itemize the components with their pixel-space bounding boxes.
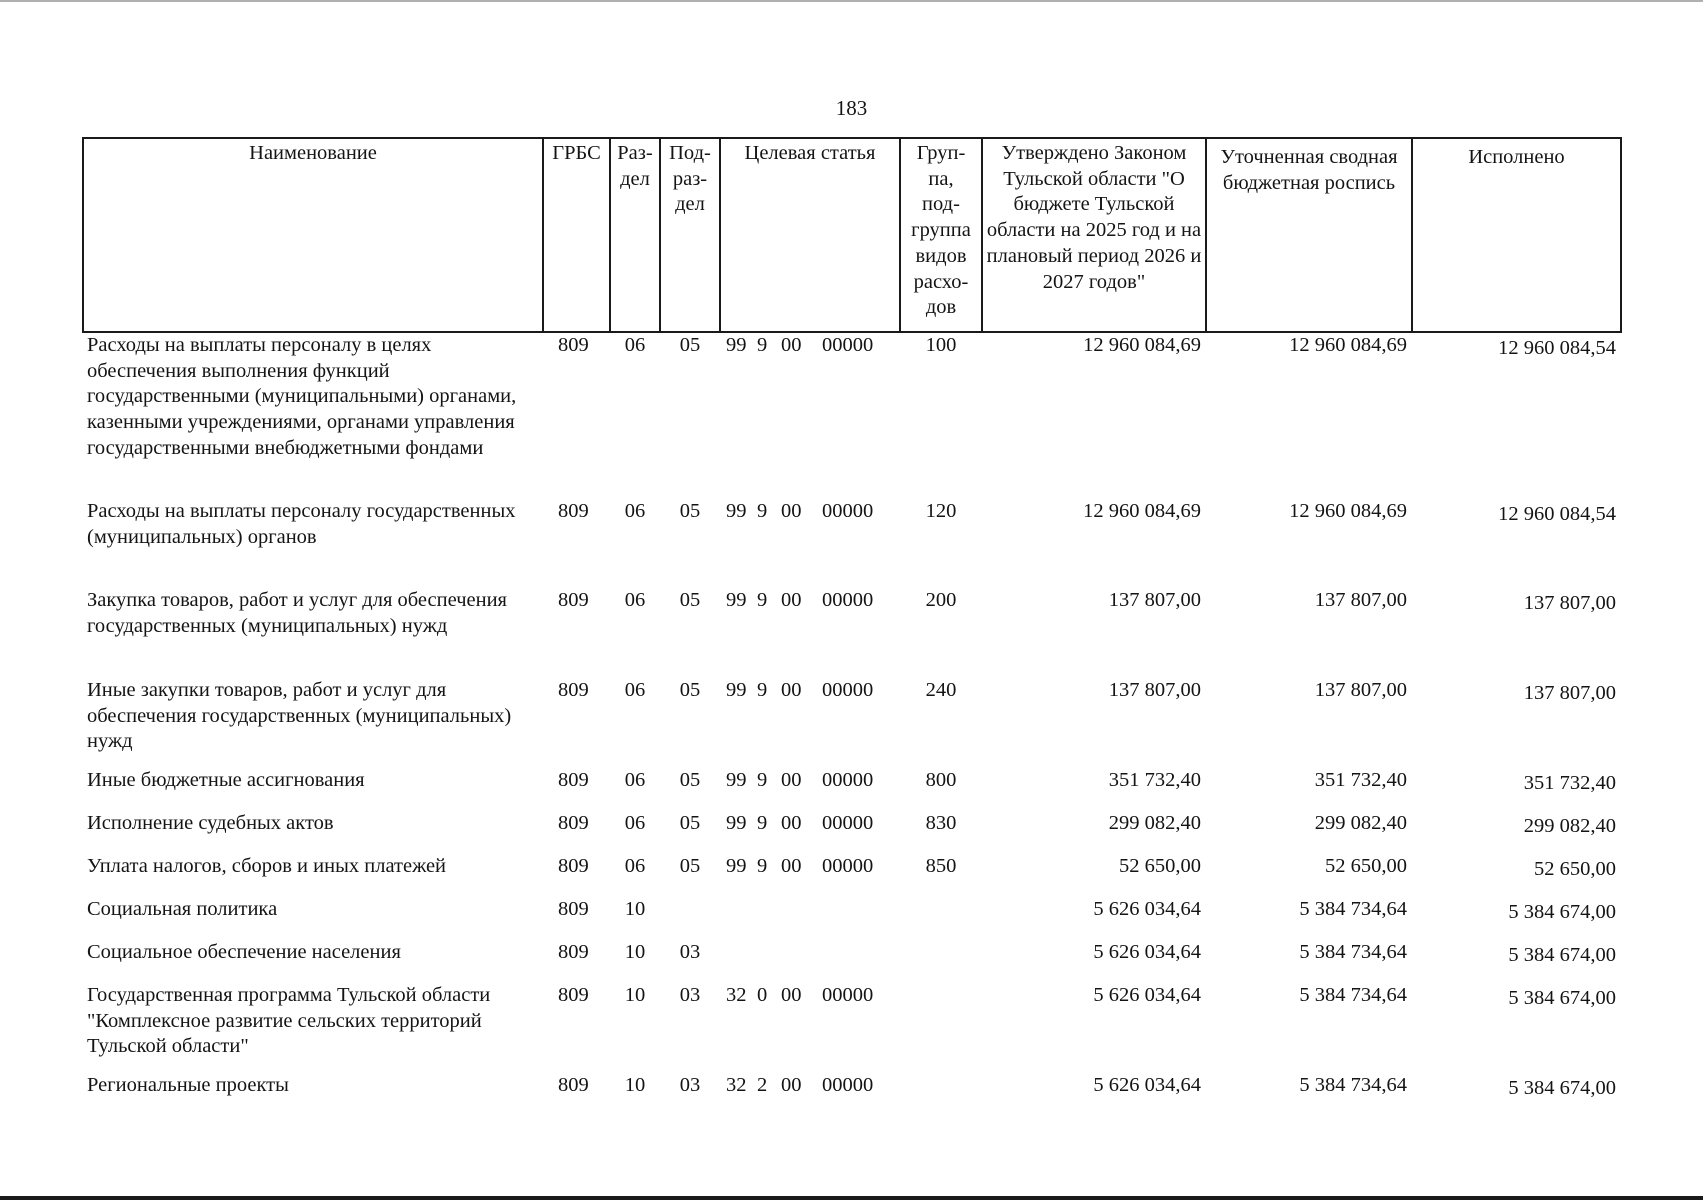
row-executed: 351 732,40 [1523,772,1616,794]
row-grbs: 809 [558,812,589,834]
row-specified: 137 807,00 [1314,679,1407,701]
header-approved: Утверждено Законом Тульской области "О бюджете Тульской области на 2025 год и на плановый период 2026 и 2027 годов" [982,138,1206,332]
row-specified: 5 384 734,64 [1299,1074,1407,1096]
row-specified: 299 082,40 [1314,812,1407,834]
row-expense-group: 240 [925,679,957,701]
cs-direction: 00000 [822,812,874,834]
row-expense-group: 800 [925,769,957,791]
row-target-article [720,332,900,499]
cs-direction: 00000 [822,984,874,1006]
cs-event: 00 [781,334,802,356]
row-grbs: 809 [558,855,589,877]
cs-program: 99 [726,855,747,877]
cs-program: 99 [726,769,747,791]
row-specified: 12 960 084,69 [1289,334,1407,356]
row-target-article [720,768,900,811]
cs-subprogram: 9 [757,334,768,356]
header-name: Наименование [83,138,543,332]
cs-program: 99 [726,589,747,611]
header-specified: Уточненная сводная бюджетная роспись [1206,138,1412,332]
top-edge-rule [0,0,1703,2]
row-podrazdel: 03 [679,941,701,963]
cs-subprogram: 9 [757,855,768,877]
table-row [83,332,1621,499]
row-grbs: 809 [558,500,589,522]
table-row [83,768,1621,811]
row-name: Региональные проекты [87,1074,289,1096]
table-row [83,678,1621,768]
row-razdel: 06 [624,334,646,356]
row-name: Социальное обеспечение населения [87,941,401,963]
row-expense-group: 830 [925,812,957,834]
table-row [83,897,1621,940]
row-target-article [720,588,900,678]
row-approved: 12 960 084,69 [1083,500,1201,522]
row-specified: 5 384 734,64 [1299,898,1407,920]
row-executed: 137 807,00 [1523,592,1616,614]
row-executed: 52 650,00 [1534,858,1616,880]
row-executed: 137 807,00 [1523,682,1616,704]
header-row [83,138,1621,332]
header-expense-group: Груп- па, под- группа видов расхо- дов [900,138,982,332]
cs-event: 00 [781,769,802,791]
row-razdel: 06 [624,812,646,834]
row-specified: 137 807,00 [1314,589,1407,611]
row-name: Уплата налогов, сборов и иных платежей [87,855,447,877]
row-specified: 12 960 084,69 [1289,500,1407,522]
row-specified: 52 650,00 [1325,855,1407,877]
row-podrazdel: 03 [679,1074,701,1096]
row-executed: 5 384 674,00 [1508,987,1616,1009]
page-number: 183 [835,96,868,120]
row-target-article [720,983,900,1073]
row-specified: 5 384 734,64 [1299,984,1407,1006]
cs-event: 00 [781,984,802,1006]
row-approved: 5 626 034,64 [1093,984,1201,1006]
row-razdel: 06 [624,589,646,611]
row-podrazdel: 05 [679,812,701,834]
row-executed: 12 960 084,54 [1498,503,1616,525]
row-approved: 351 732,40 [1108,769,1201,791]
cs-event: 00 [781,679,802,701]
cs-direction: 00000 [822,1074,874,1096]
table-row [83,940,1621,983]
row-expense-group: 200 [925,589,957,611]
table-body [83,332,1621,1116]
table-row [83,499,1621,588]
cs-subprogram: 2 [757,1074,768,1096]
row-expense-group [900,940,982,983]
row-podrazdel [660,897,720,940]
header-executed: Исполнено [1412,138,1621,332]
row-name: Государственная программа Тульской области "Комплексное развитие сельских территорий Тульской области" [87,984,491,1058]
row-approved: 5 626 034,64 [1093,898,1201,920]
row-expense-group [900,983,982,1073]
row-expense-group: 120 [925,500,957,522]
row-expense-group: 850 [925,855,957,877]
budget-table [82,137,1622,1116]
header-podrazdel: Под- раз- дел [660,138,720,332]
row-grbs: 809 [558,984,589,1006]
row-podrazdel: 05 [679,500,701,522]
row-podrazdel: 05 [679,334,701,356]
header-grbs: ГРБС [543,138,610,332]
cs-subprogram: 0 [757,984,768,1006]
table-row [83,983,1621,1073]
cs-subprogram: 9 [757,769,768,791]
row-grbs: 809 [558,589,589,611]
cs-program: 99 [726,812,747,834]
row-expense-group [900,897,982,940]
cs-subprogram: 9 [757,589,768,611]
table-row [83,811,1621,854]
cs-program: 32 [726,1074,747,1096]
row-target-article [720,940,900,983]
cs-direction: 00000 [822,855,874,877]
row-approved: 299 082,40 [1108,812,1201,834]
row-razdel: 10 [624,1074,646,1096]
row-specified: 351 732,40 [1314,769,1407,791]
bottom-edge-rule [0,1196,1703,1200]
row-grbs: 809 [558,1074,589,1096]
row-expense-group [900,1073,982,1116]
row-name: Иные закупки товаров, работ и услуг для обеспечения государственных (муниципальных) нужд [87,679,512,753]
row-grbs: 809 [558,769,589,791]
cs-event: 00 [781,812,802,834]
cs-program: 99 [726,500,747,522]
row-approved: 5 626 034,64 [1093,1074,1201,1096]
row-executed: 5 384 674,00 [1508,901,1616,923]
row-approved: 5 626 034,64 [1093,941,1201,963]
cs-direction: 00000 [822,500,874,522]
row-razdel: 10 [624,984,646,1006]
row-executed: 12 960 084,54 [1498,337,1616,359]
row-executed: 5 384 674,00 [1508,1077,1616,1099]
cs-program: 99 [726,679,747,701]
row-grbs: 809 [558,941,589,963]
row-grbs: 809 [558,898,589,920]
row-executed: 299 082,40 [1523,815,1616,837]
row-podrazdel: 05 [679,855,701,877]
row-target-article [720,854,900,897]
cs-direction: 00000 [822,769,874,791]
row-executed: 5 384 674,00 [1508,944,1616,966]
table-row [83,854,1621,897]
row-name: Исполнение судебных актов [87,812,334,834]
row-target-article [720,678,900,768]
row-approved: 12 960 084,69 [1083,334,1201,356]
cs-event: 00 [781,1074,802,1096]
row-grbs: 809 [558,679,589,701]
row-razdel: 06 [624,855,646,877]
row-target-article [720,811,900,854]
cs-event: 00 [781,500,802,522]
row-name: Иные бюджетные ассигнования [87,769,365,791]
row-name: Социальная политика [87,898,278,920]
row-podrazdel: 05 [679,589,701,611]
cs-event: 00 [781,855,802,877]
row-podrazdel: 03 [679,984,701,1006]
row-razdel: 06 [624,769,646,791]
row-podrazdel: 05 [679,769,701,791]
row-specified: 5 384 734,64 [1299,941,1407,963]
row-target-article [720,499,900,588]
row-approved: 137 807,00 [1108,589,1201,611]
cs-program: 99 [726,334,747,356]
header-razdel: Раз- дел [610,138,660,332]
header-target-article: Целевая статья [720,138,900,332]
cs-subprogram: 9 [757,812,768,834]
cs-direction: 00000 [822,679,874,701]
row-razdel: 10 [624,941,646,963]
table-row [83,588,1621,678]
cs-direction: 00000 [822,589,874,611]
row-target-article [720,1073,900,1116]
cs-subprogram: 9 [757,500,768,522]
row-razdel: 10 [624,898,646,920]
row-name: Расходы на выплаты персоналу государственных (муниципальных) органов [87,500,516,548]
cs-direction: 00000 [822,334,874,356]
row-approved: 52 650,00 [1119,855,1201,877]
row-approved: 137 807,00 [1108,679,1201,701]
cs-subprogram: 9 [757,679,768,701]
row-razdel: 06 [624,500,646,522]
row-target-article [720,897,900,940]
row-name: Закупка товаров, работ и услуг для обеспечения государственных (муниципальных) нужд [87,589,507,637]
cs-program: 32 [726,984,747,1006]
table-row [83,1073,1621,1116]
row-razdel: 06 [624,679,646,701]
row-podrazdel: 05 [679,679,701,701]
table-header [83,138,1621,332]
row-name: Расходы на выплаты персоналу в целях обеспечения выполнения функций государственными (муниципальными) органами, казенными учреждениями, органами управления государственными внебюджетными фондами [87,334,517,459]
row-grbs: 809 [558,334,589,356]
cs-event: 00 [781,589,802,611]
row-expense-group: 100 [925,334,957,356]
